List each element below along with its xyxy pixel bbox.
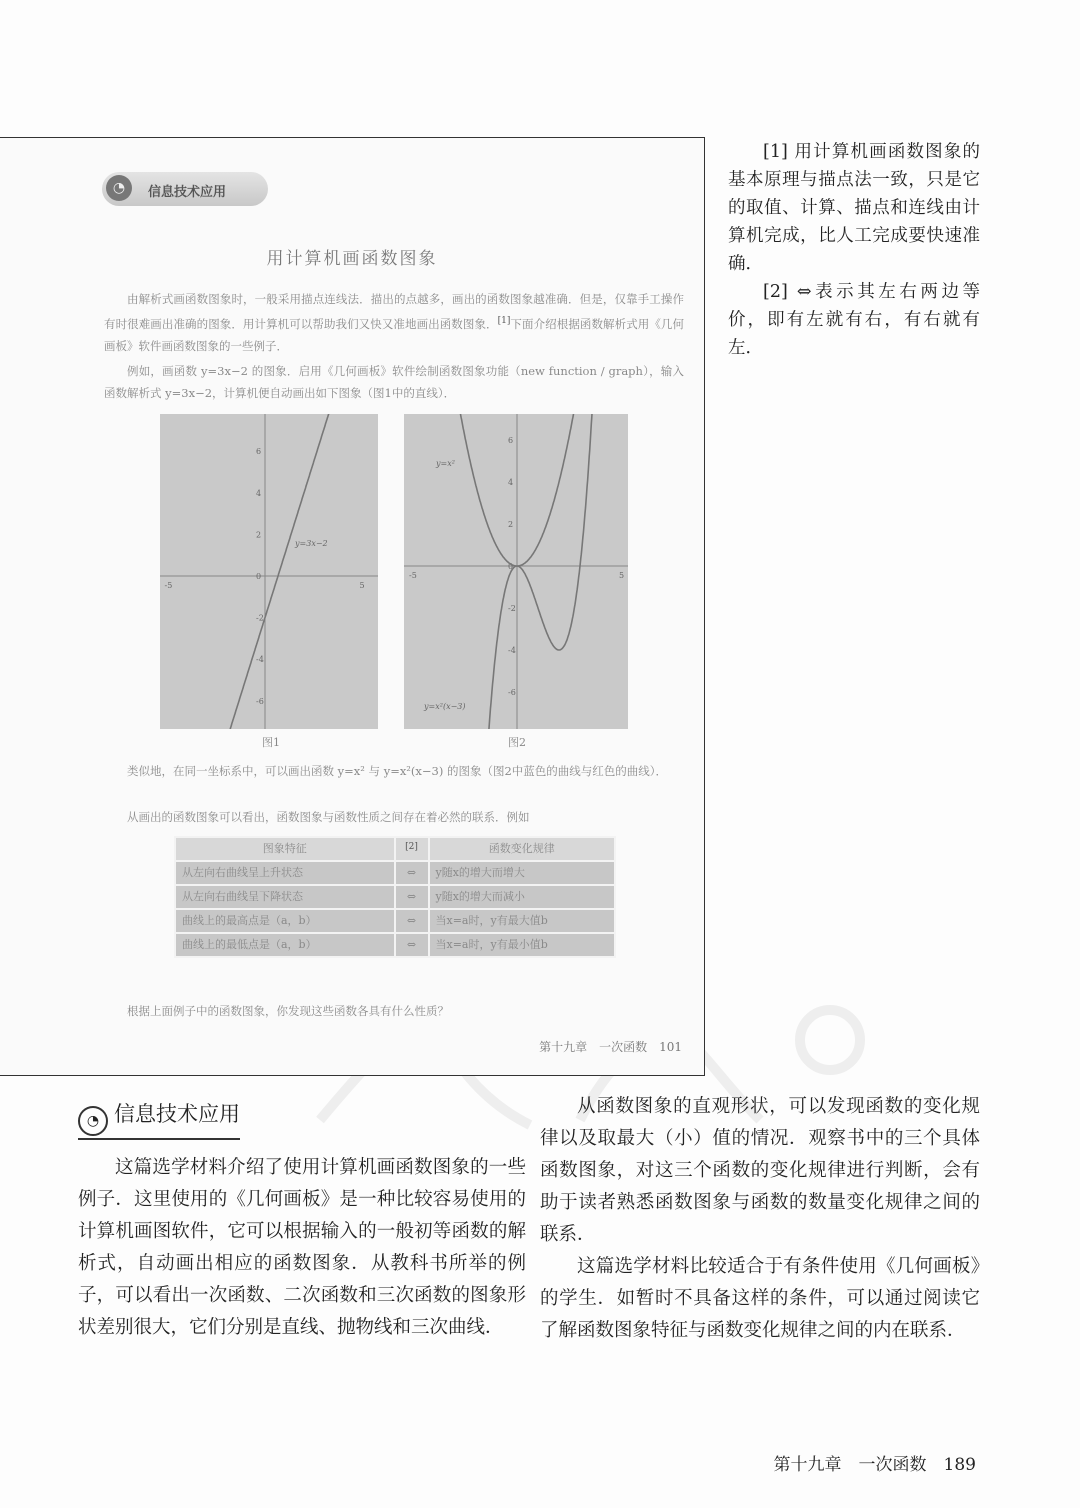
cell: 当x=a时，y有最大值b: [429, 909, 615, 933]
cubic-curve: [486, 414, 595, 729]
info-tech-icon: ◔: [78, 1106, 108, 1136]
header-cell: 图象特征: [175, 837, 395, 861]
y-tick-label: 0: [508, 562, 514, 571]
scan-paragraph-4: 从画出的函数图象可以看出，函数图象与函数性质之间存在着必然的联系．例如: [127, 810, 530, 824]
table-header: [175, 837, 615, 861]
scanned-student-page: [0, 137, 705, 1076]
y-tick-label: 6: [256, 447, 262, 457]
right-paragraph-2: 这篇选学材料比较适合于有条件使用《几何画板》的学生．如暂时不具备这样的条件，可以通过阅读它了解函数图象特征与函数变化规律之间的内在联系．: [540, 1256, 980, 1341]
x-tick-label: 5: [359, 581, 365, 590]
curve-label: y=x²(x−3): [424, 702, 466, 711]
scan-section-badge: ◔ 信息技术应用: [102, 172, 268, 206]
cell: ⇔: [395, 861, 429, 885]
note-1: [1] 用计算机画函数图象的基本原理与描点法一致，只是它的取值、计算、描点和连线由计算机完成，比人工完成要快速准确．: [728, 142, 980, 274]
margin-notes: [728, 138, 980, 362]
section-title: 信息技术应用: [114, 1102, 240, 1126]
figure-2-caption: 图2: [508, 736, 526, 749]
cell: ⇔: [395, 933, 429, 957]
figure-1-caption: 图1: [262, 736, 280, 749]
y-tick-label: 6: [508, 436, 514, 445]
note-2: [2] ⇔表示其左右两边等价，即有左就有右，有右就有左．: [728, 282, 980, 358]
cell: 当x=a时，y有最小值b: [429, 933, 615, 957]
cell: 从左向右曲线呈上升状态: [175, 861, 395, 885]
left-paragraph: 这篇选学材料介绍了使用计算机画函数图象的一些例子．这里使用的《几何画板》是一种比较容易使用的计算机画图软件，它可以根据输入的一般初等函数的解析式，自动画出相应的函数图象．从教科书所举的例子，可以看出一次函数、二次函数和三次函数的图象形状差别很大，它们分别是直线、抛物线和三次曲线．: [78, 1157, 526, 1338]
y-tick-label: -2: [508, 604, 516, 613]
cell: 曲线上的最低点是（a，b）: [175, 933, 395, 957]
scan-page-footer: 第十九章 一次函数 101: [539, 1040, 682, 1054]
left-column: [78, 1152, 526, 1344]
cell: 曲线上的最高点是（a，b）: [175, 909, 395, 933]
right-column: [540, 1091, 980, 1347]
ref-2-link[interactable]: [2]: [405, 842, 418, 853]
header-cell: 函数变化规律: [429, 837, 615, 861]
scan-paragraph-3: 类似地，在同一坐标系中，可以画出函数 y=x² 与 y=x²(x−3) 的图象（图2中蓝色的曲线与红色的曲线）．: [127, 764, 668, 778]
ref-1[interactable]: [1]: [497, 316, 511, 326]
scan-title: 用计算机画函数图象: [266, 249, 438, 269]
cell: 从左向右曲线呈下降状态: [175, 885, 395, 909]
y-tick-label: -4: [256, 655, 264, 665]
figure-2-graph: [404, 414, 628, 729]
y-tick-label: 2: [256, 530, 262, 540]
section-heading: [78, 1098, 240, 1140]
table-row: [175, 909, 615, 933]
table-row: [175, 885, 615, 909]
scan-paragraph-1: [104, 288, 684, 357]
right-paragraph-1: 从函数图象的直观形状，可以发现函数的变化规律以及取最大（小）值的情况．观察书中的三个具体函数图象，对这三个函数的变化规律进行判断，会有助于读者熟悉函数图象与函数的数量变化规律之间的联系．: [540, 1096, 980, 1245]
cell: y随x的增大而增大: [429, 861, 615, 885]
curve-label: y=x²: [436, 459, 455, 468]
y-tick-label: -4: [508, 646, 516, 655]
table-row: [175, 933, 615, 957]
info-tech-icon: ◔: [106, 175, 132, 201]
y-tick-label: 2: [508, 520, 514, 529]
ref-2: [395, 837, 429, 861]
line-y-3x-2: [215, 414, 345, 729]
figure-1-graph: [160, 414, 378, 729]
y-tick-label: -2: [256, 613, 264, 623]
y-tick-label: 0: [256, 572, 262, 581]
y-tick-label: 4: [256, 488, 262, 498]
cell: ⇔: [395, 885, 429, 909]
x-tick-label: -5: [164, 581, 173, 590]
scan-paragraph-2: 例如，画函数 y=3x−2 的图象．启用《几何画板》软件绘制函数图象功能（new function / graph），输入函数解析式 y=3x−2，计算机便自动画出如下图象（图1中的直线）．: [104, 364, 684, 400]
y-tick-label: -6: [508, 688, 516, 697]
page-footer: 第十九章 一次函数 189: [773, 1455, 976, 1475]
p1b-text: 下面介绍根据函数解析式用《几何画板》软件画函数图象的一些例子．: [104, 316, 685, 353]
y-tick-label: 4: [508, 478, 514, 487]
y-tick-label: -6: [256, 696, 264, 706]
scan-paragraph-5: 根据上面例子中的函数图象，你发现这些函数各具有什么性质？: [127, 1004, 449, 1018]
x-tick-label: -5: [409, 571, 417, 580]
curve-label: y=3x−2: [295, 539, 328, 548]
p1-text: 由解析式画函数图象时，一般采用描点连线法．描出的点越多，画出的函数图象越准确．但是，仅靠手工操作有时很难画出准确的图象．用计算机可以帮助我们又快又准地画出函数图象．: [104, 292, 684, 331]
cell: ⇔: [395, 909, 429, 933]
cell: y随x的增大而减小: [429, 885, 615, 909]
table-row: [175, 861, 615, 885]
graph-property-table: [174, 836, 616, 958]
x-tick-label: 5: [619, 571, 625, 580]
